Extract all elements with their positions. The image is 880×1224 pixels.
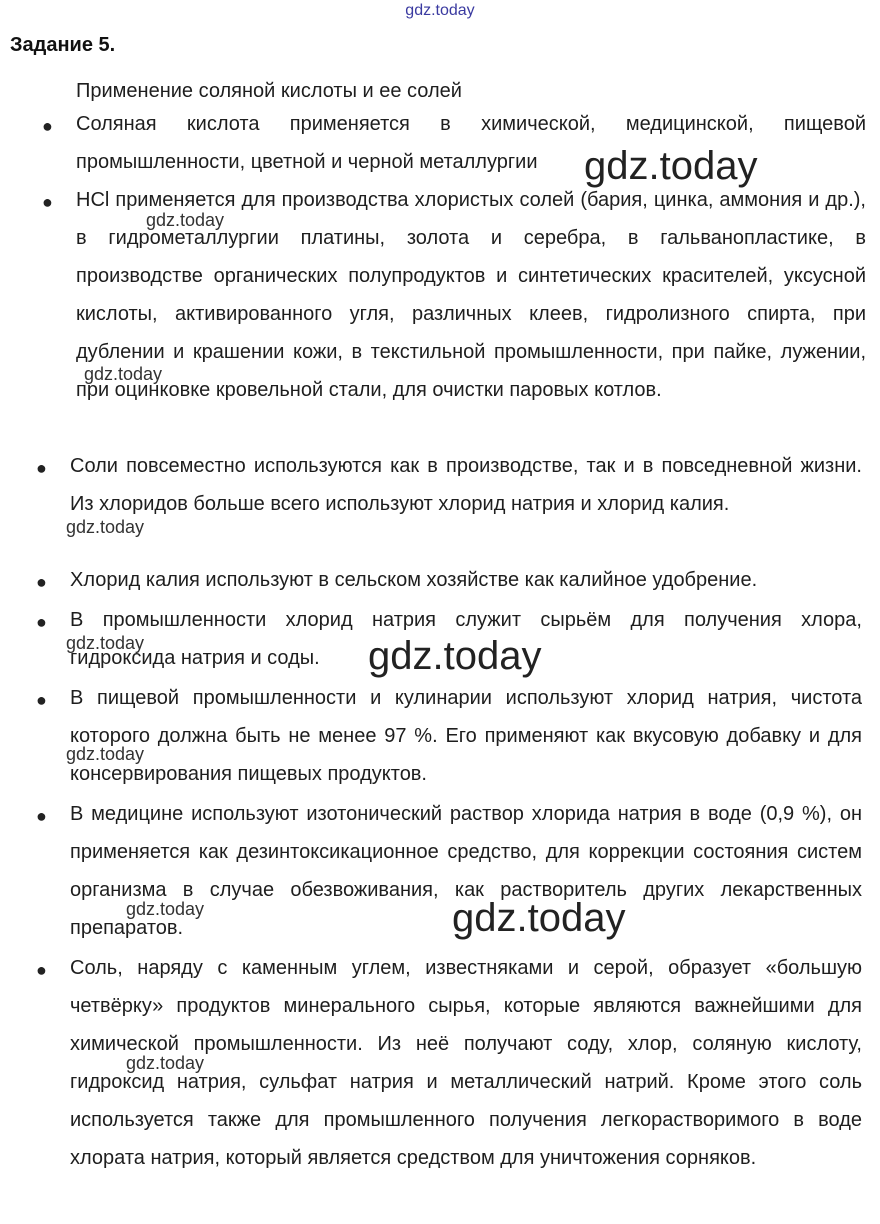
bullet-8: ●: [36, 960, 47, 980]
watermark-small: gdz.today: [126, 899, 205, 919]
watermark-small: gdz.today: [146, 210, 225, 230]
watermark-small: gdz.today: [66, 517, 145, 537]
bullet-7: ●: [36, 806, 47, 826]
bullet-4: ●: [36, 572, 47, 592]
watermark-large: gdz.today: [584, 144, 758, 188]
subtitle: Применение соляной кислоты и ее солей: [76, 80, 462, 102]
task-title: Задание 5.: [10, 34, 116, 56]
list-item-3: Соли повсеместно используются как в производстве, так и в повседневной жизни. Из хлоридов больше всего используют хлорид натрия и хлорид калия.: [70, 455, 862, 515]
list-item-6: В пищевой промышленности и кулинарии используют хлорид натрия, чистота которого должна быть не менее 97 %. Его применяют как вкусовую добавку и для консервирования пищевых продуктов.: [70, 687, 862, 785]
list-item-1: Соляная кислота применяется в химической, медицинской, пищевой промышленности, цветной и черной металлургии: [76, 113, 866, 173]
watermark-small: gdz.today: [66, 633, 145, 653]
list-item-8: Соль, наряду с каменным углем, известняками и серой, образует «большую четвёрку» продуктов минерального сырья, которые являются важнейшими для химической промышленности. Из неё получают соду, хлор, соляную кислоту, гидроксид натрия, сульфат натрия и металлический натрий. Кроме этого соль используется также для промышленного получения легкорастворимого в воде хлората натрия, который является средством для уничтожения сорняков.: [70, 957, 862, 1169]
watermark-small: gdz.today: [66, 744, 145, 764]
list-item-2: HCl применяется для производства хлористых солей (бария, цинка, аммония и др.), в гидрометаллургии платины, золота и серебра, в гальванопластике, в производстве органических полупродуктов и синтетических красителей, уксусной кислоты, активированного угля, различных клеев, гидролизного спирта, при дублении и крашении кожи, в текстильной промышленности, при пайке, лужении, при оцинковке кровельной стали, для очистки паровых котлов.: [76, 189, 866, 401]
list-item-7: В медицине используют изотонический раствор хлорида натрия в воде (0,9 %), он применяется как дезинтоксикационное средство, для коррекции состояния систем организма в случае обезвоживания, как растворитель других лекарственных препаратов.: [70, 803, 862, 939]
bullet-5: ●: [36, 612, 47, 632]
top-watermark: gdz.today: [405, 2, 475, 19]
list-item-5: В промышленности хлорид натрия служит сырьём для получения хлора, гидроксида натрия и соды.: [70, 609, 862, 669]
bullet-2: ●: [42, 192, 53, 212]
watermark-small: gdz.today: [126, 1053, 205, 1073]
watermark-large: gdz.today: [368, 634, 542, 678]
bullet-3: ●: [36, 458, 47, 478]
list-item-4: Хлорид калия используют в сельском хозяйстве как калийное удобрение.: [70, 569, 758, 591]
bullet-1: ●: [42, 116, 53, 136]
bullet-6: ●: [36, 690, 47, 710]
watermark-large: gdz.today: [452, 896, 626, 940]
watermark-small: gdz.today: [84, 364, 163, 384]
